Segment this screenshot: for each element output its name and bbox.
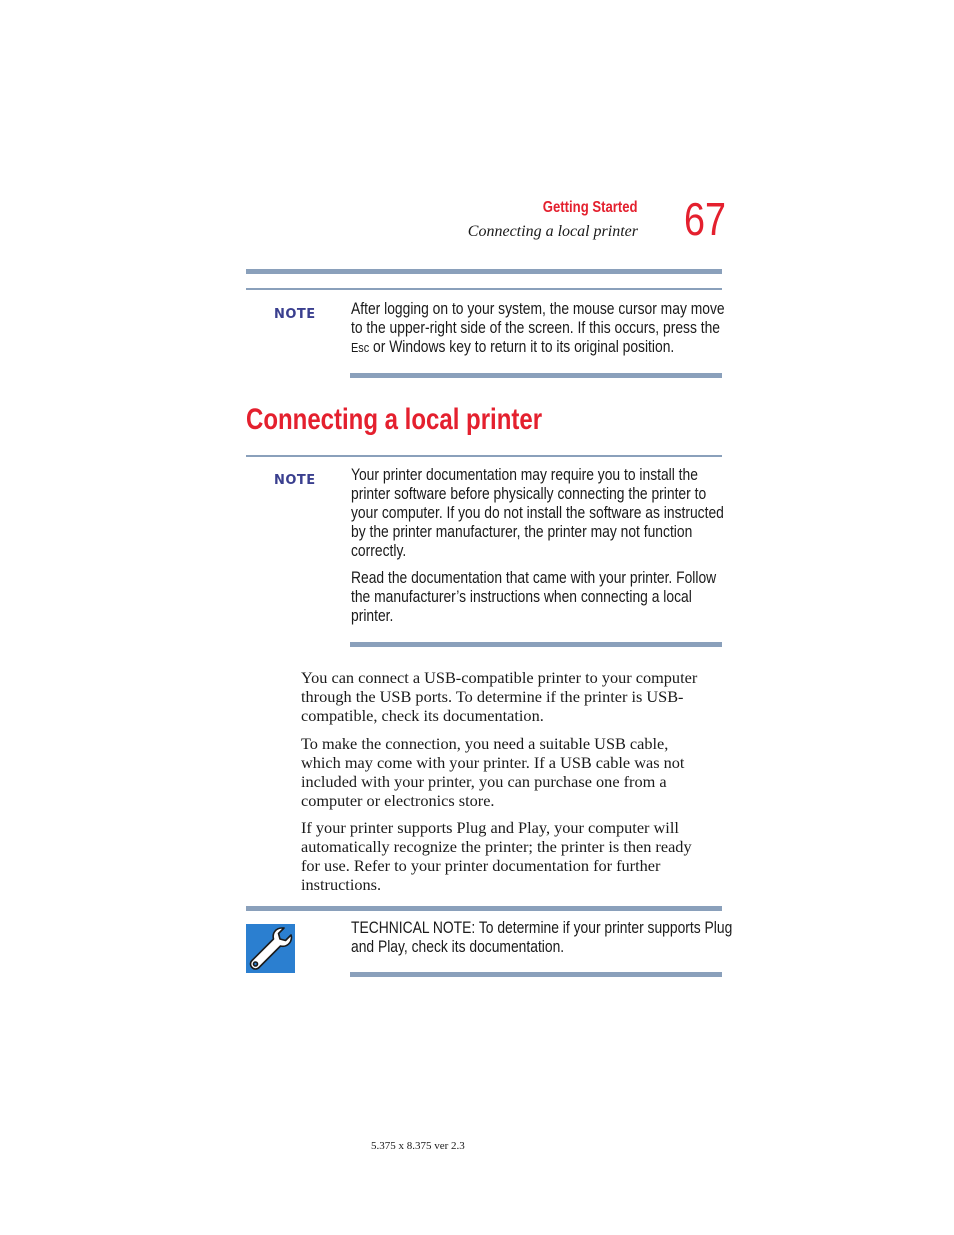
body-line: through the USB ports. To determine if the printer is USB- <box>301 687 684 706</box>
note-line: printer. <box>351 607 394 625</box>
note-bottom-rule <box>350 642 722 647</box>
note-text <box>351 466 795 561</box>
esc-key: Esc <box>351 340 370 355</box>
note-bottom-rule <box>350 373 722 378</box>
note-line: Your printer documentation may require you to install the <box>351 466 698 484</box>
body-paragraph <box>301 734 684 810</box>
body-line: which may come with your printer. If a USB cable was not <box>301 753 685 772</box>
note-top-rule <box>246 288 722 290</box>
note-line: correctly. <box>351 542 407 560</box>
footer-version: 5.375 x 8.375 ver 2.3 <box>371 1140 465 1152</box>
note-line: the manufacturer’s instructions when connecting a local <box>351 588 692 606</box>
section-rule <box>246 455 722 457</box>
tech-note-bottom-rule <box>350 972 722 977</box>
body-line: To make the connection, you need a suitable USB cable, <box>301 734 669 753</box>
body-line: included with your printer, you can purchase one from a <box>301 772 667 791</box>
body-line: You can connect a USB-compatible printer to your computer <box>301 668 698 687</box>
note-line: Read the documentation that came with your printer. Follow <box>351 569 717 587</box>
body-line: computer or electronics store. <box>301 791 495 810</box>
tech-note-line: and Play, check its documentation. <box>351 938 565 956</box>
page-number: 67 <box>684 193 726 245</box>
note-text <box>351 300 796 357</box>
note-line: your computer. If you do not install the software as instructed <box>351 504 724 522</box>
note-label: NOTE <box>274 473 316 488</box>
note-line: to the upper-right side of the screen. If this occurs, press the <box>351 319 721 337</box>
tech-note-text <box>351 919 805 957</box>
body-line: If your printer supports Plug and Play, your computer will <box>301 818 679 837</box>
running-header-section: Getting Started <box>543 199 638 216</box>
section-title: Connecting a local printer <box>246 403 543 436</box>
body-line: instructions. <box>301 875 382 894</box>
note-label: NOTE <box>274 307 316 322</box>
note-line-rest: or Windows key to return it to its original position. <box>369 338 675 356</box>
tech-note-line: TECHNICAL NOTE: To determine if your printer supports Plug <box>351 919 733 937</box>
note-text <box>351 569 786 626</box>
header-rule <box>246 269 722 274</box>
running-header-subtitle: Connecting a local printer <box>467 223 638 240</box>
body-paragraph <box>301 818 692 894</box>
body-line: compatible, check its documentation. <box>301 706 544 725</box>
note-line: After logging on to your system, the mouse cursor may move <box>351 300 725 318</box>
wrench-icon <box>246 924 295 973</box>
body-line: for use. Refer to your printer documentation for further <box>301 856 661 875</box>
body-paragraph <box>301 668 697 725</box>
body-line: automatically recognize the printer; the printer is then ready <box>301 837 692 856</box>
note-line: by the printer manufacturer, the printer may not function <box>351 523 693 541</box>
note-line: printer software before physically connecting the printer to <box>351 485 707 503</box>
note-line <box>351 338 725 357</box>
tech-note-top-rule <box>246 906 722 911</box>
